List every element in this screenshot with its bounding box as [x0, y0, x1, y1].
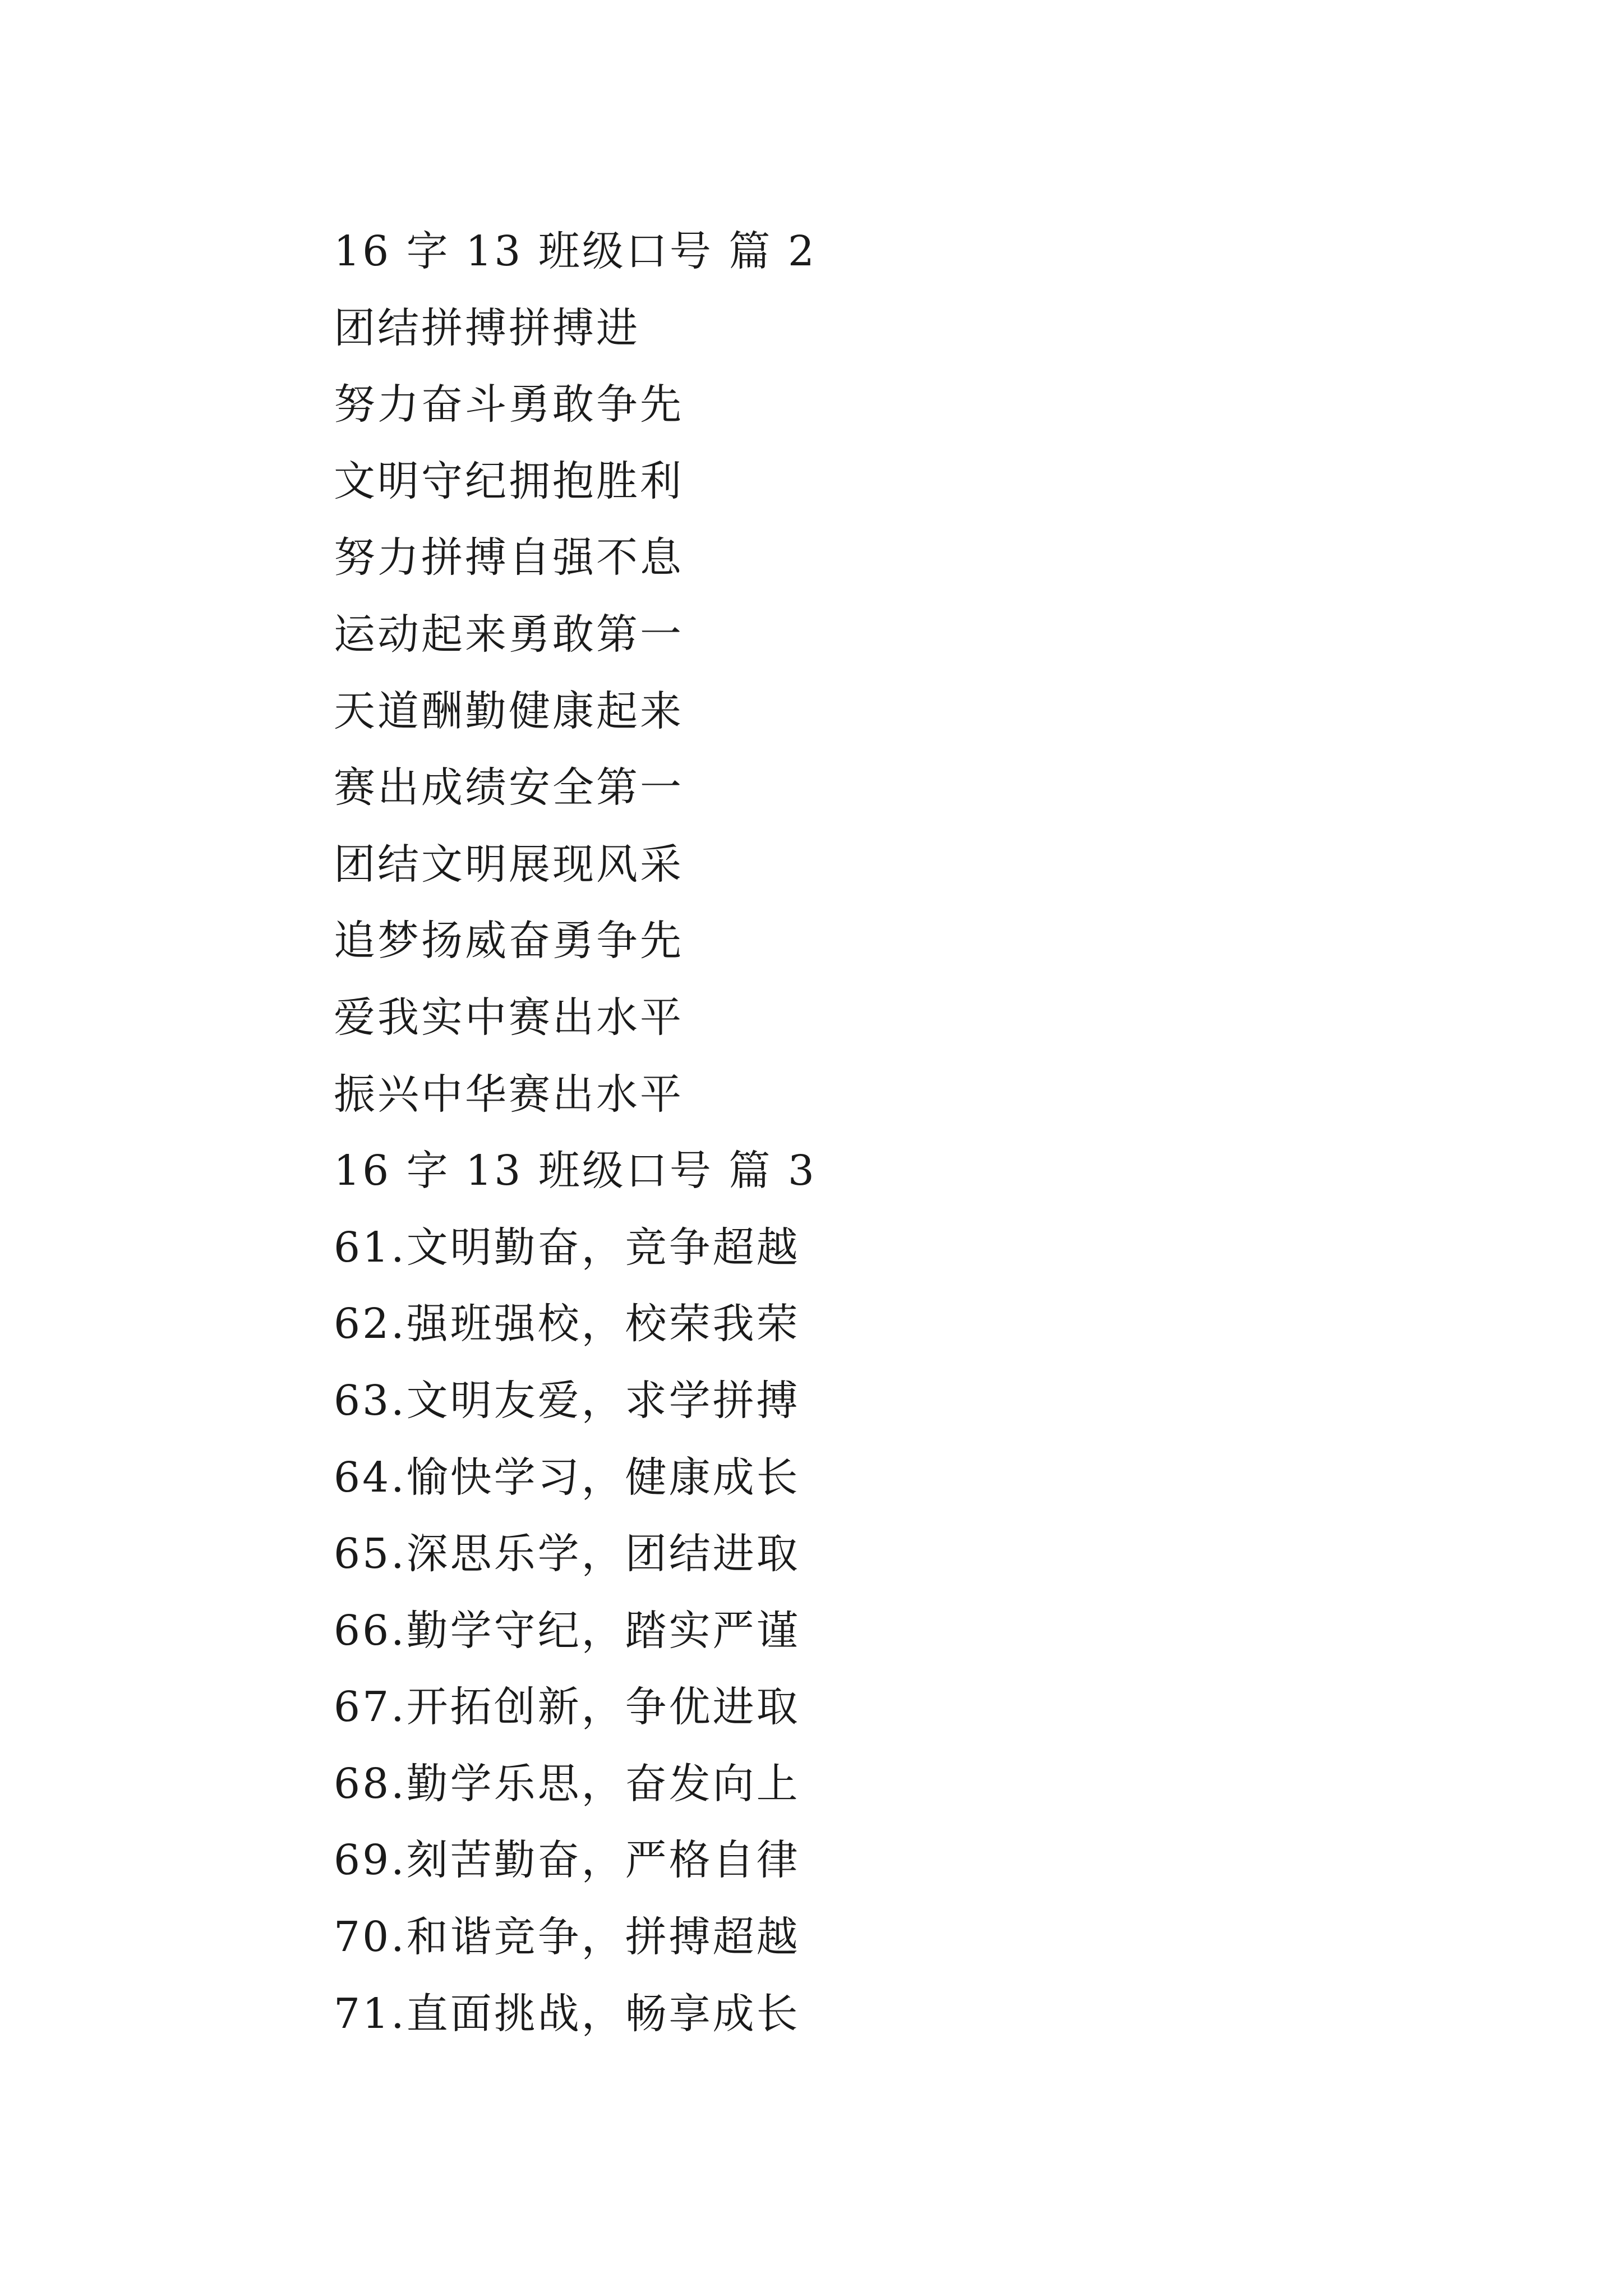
numbered-slogan-line: 63.文明友爱，求学拼搏: [334, 1376, 800, 1425]
numbered-slogan-line: 62.强班强校，校荣我荣: [334, 1300, 800, 1349]
numbered-slogan-line: 71.直面挑战，畅享成长: [334, 1989, 800, 2038]
numbered-slogan-line: 66.勤学守纪，踏实严谨: [334, 1606, 800, 1655]
slogan-line: 追梦扬威奋勇争先: [334, 917, 684, 965]
section-heading: 16 字 13 班级口号 篇 3: [334, 1147, 817, 1195]
slogan-line: 运动起来勇敢第一: [334, 610, 684, 659]
slogan-line: 文明守纪拥抱胜利: [334, 457, 684, 505]
numbered-slogan-line: 67.开拓创新，争优进取: [334, 1683, 800, 1732]
slogan-line: 爱我实中赛出水平: [334, 993, 684, 1042]
slogan-line: 努力奋斗勇敢争先: [334, 380, 684, 429]
document-body: [334, 213, 1399, 2052]
slogan-line: 赛出成绩安全第一: [334, 763, 684, 812]
numbered-slogan-line: 64.愉快学习，健康成长: [334, 1453, 800, 1502]
slogan-line: 团结文明展现风采: [334, 840, 684, 889]
slogan-line: 振兴中华赛出水平: [334, 1070, 684, 1119]
numbered-slogan-line: 68.勤学乐思，奋发向上: [334, 1759, 800, 1808]
numbered-slogan-line: 70.和谐竞争，拼搏超越: [334, 1913, 800, 1962]
numbered-slogan-line: 65.深思乐学，团结进取: [334, 1530, 800, 1579]
slogan-line: 努力拼搏自强不息: [334, 533, 684, 582]
slogan-line: 团结拼搏拼搏进: [334, 303, 640, 352]
section-heading: 16 字 13 班级口号 篇 2: [334, 227, 817, 275]
slogan-line: 天道酬勤健康起来: [334, 687, 684, 735]
numbered-slogan-line: 61.文明勤奋，竞争超越: [334, 1223, 800, 1272]
numbered-slogan-line: 69.刻苦勤奋，严格自律: [334, 1836, 800, 1885]
